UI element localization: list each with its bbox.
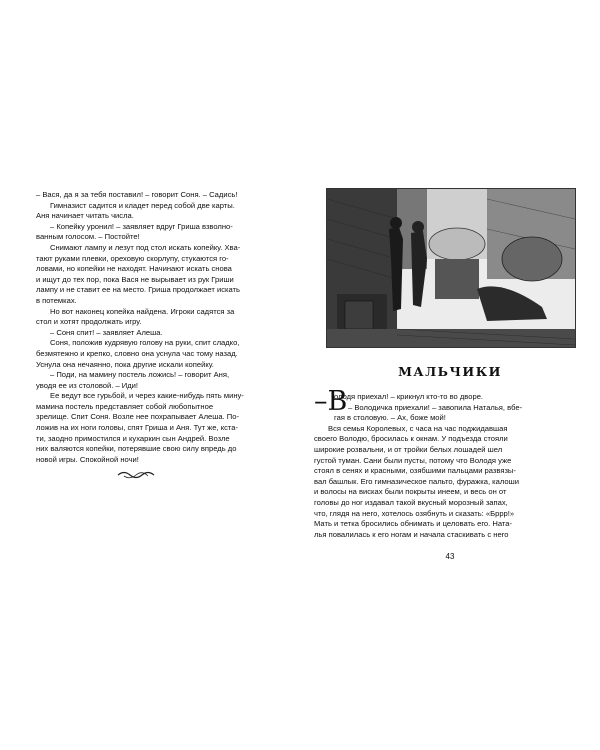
text-line: гая в столовую. – Ах, боже мой! (334, 413, 446, 423)
chapter-title: МАЛЬЧИКИ (398, 364, 502, 379)
text-line: широкие розвальни, и от тройки белых лошадей шел (314, 444, 503, 454)
text-line: – Володичка приехали! – завопила Наталья, вбе- (348, 402, 523, 412)
left-page-text (36, 190, 288, 465)
text-line: – Поди, на мамину постель ложись! – говорит Аня, (50, 370, 230, 380)
illustration-engraving (327, 189, 575, 347)
text-line: олодя приехал! – крикнул кто-то во дворе. (334, 392, 484, 401)
text-line: Но вот наконец копейка найдена. Игроки садятся за (50, 306, 235, 316)
text-line: вал башлык. Его гимназическое пальто, фуражка, калоши (314, 476, 519, 486)
right-page-text (314, 386, 576, 540)
text-line: своего Володю, бросилась к окнам. У подъезда стояли (314, 434, 508, 444)
room-scene-illustration (326, 188, 576, 348)
text-line: Ее ведут все гурьбой, и через какие-нибудь пять мину- (50, 391, 244, 401)
text-line: стол и хотят продолжать игру. (36, 317, 142, 327)
text-line: зрелище. Спит Соня. Возле нее похрапывает Алеша. По- (36, 412, 239, 422)
text-line: – Копейку уронил! – заявляет вдруг Гриша взволно- (50, 221, 233, 231)
text-line: уводя ее из столовой. – Иди! (36, 380, 139, 390)
text-line: Аня начинает читать числа. (36, 211, 134, 221)
text-line: тают руками плевки, ореховую скорлупу, стукаются го- (36, 253, 229, 263)
text-line: стоял в сенях и красными, озябшими пальцами развязы- (314, 466, 516, 476)
text-line: что, глядя на него, хотелось озябнуть и сказать: «Бррр!» (314, 508, 515, 518)
text-line: головы до ног издавал такой вкусный морозный запах, (314, 497, 508, 507)
text-line: и волосы на висках были покрыты инеем, и весь он от (314, 487, 507, 497)
text-line: и ищут до тех пор, пока Вася не вырывает из рук Гриши (36, 274, 234, 284)
text-line: – Соня спит! – заявляет Алеша. (50, 327, 163, 337)
text-line: Вся семья Королевых, с часа на час поджидавшая (328, 423, 508, 433)
text-line: ложив на их ноги головы, спят Гриша и Аня. Тут же, кста- (36, 423, 239, 433)
text-line: – Вася, да я за тебя поставил! – говорит Соня. – Садись! (36, 190, 238, 199)
text-line: новой игры. Спокойной ночи! (36, 454, 139, 464)
text-line: ловами, но копейки не находят. Начинают искать снова (36, 264, 232, 274)
text-line: Уснула она нечаянно, пока другие искали копейку. (36, 359, 214, 369)
right-page (300, 0, 600, 750)
text-line: Мать и тетка бросились обнимать и целовать его. Ната- (314, 519, 513, 529)
text-line: Гимназист садится и кладет перед собой две карты. (50, 200, 235, 210)
right-page-body (314, 424, 576, 541)
text-line: ванным голосом. – Постойте! (36, 232, 140, 242)
text-line: Снимают лампу и лезут под стол искать копейку. Хва- (50, 242, 241, 252)
text-line: мамина постель представляет собой любопытное (36, 401, 214, 411)
text-line: лампу и не ставит ее на место. Гриша продолжает искать (36, 285, 240, 295)
text-line: безмятежно и крепко, словно она уснула час тому назад. (36, 348, 238, 358)
text-line: Соня, положив кудрявую голову на руки, спит сладко, (50, 338, 240, 348)
text-line: в потемках. (36, 295, 77, 305)
opening-paragraph (314, 386, 576, 424)
text-line: лья повалилась к его ногам и начала стаскивать с него (314, 529, 509, 539)
text-line: них валяются копейки, потерявшие свою силу впредь до (36, 444, 237, 454)
text-line: густой туман. Сани были пусты, потому что Володя уже (314, 455, 512, 465)
decorative-flourish-icon (116, 470, 156, 480)
page-number: 43 (445, 552, 455, 561)
text-line: ти, заодно примостился и кухаркин сын Андрей. Возле (36, 433, 230, 443)
drop-cap: –В (314, 386, 348, 417)
